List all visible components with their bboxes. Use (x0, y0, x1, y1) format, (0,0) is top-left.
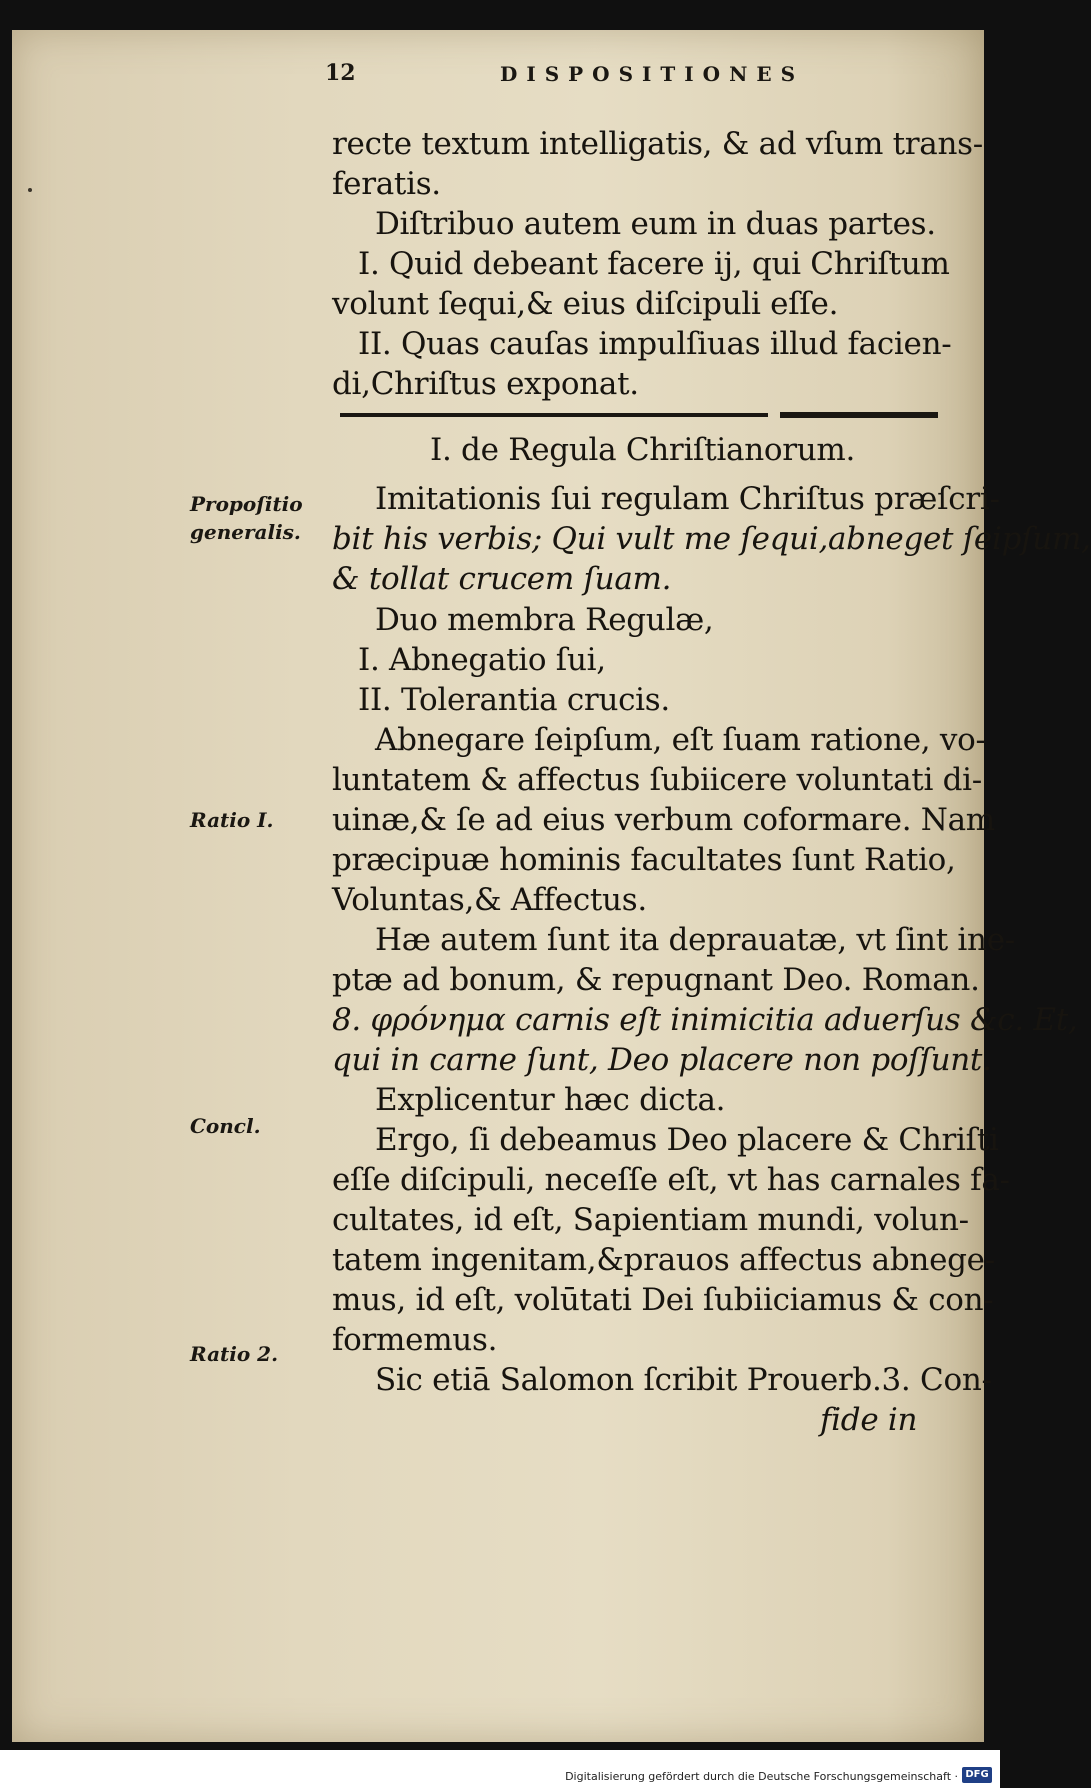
text-line: tatem ingenitam,&prauos affectus abnege- (332, 1242, 995, 1278)
footer-credit: Digitalisierung gefördert durch die Deutsche Forschungsgemeinschaft · (565, 1770, 958, 1783)
text-line: Duo membra Regulæ, (375, 602, 714, 638)
text-line: II. Quas cauſas impulſiuas illud facien- (358, 326, 952, 362)
text-line: eſſe diſcipuli, neceſſe eſt, vt has carnales fa- (332, 1162, 1010, 1198)
text-line: Voluntas,& Affectus. (332, 882, 647, 918)
text-line: qui in carne ſunt, Deo placere non poſſunt. (332, 1042, 992, 1078)
text-line: di,Chriſtus exponat. (332, 366, 639, 402)
page-header (325, 60, 957, 100)
text-line: Sic etiā Salomon ſcribit Prouerb.3. Con- (375, 1362, 992, 1398)
text-line: præcipuæ hominis facultates ſunt Ratio, (332, 842, 956, 878)
text-line: recte textum intelligatis, & ad vſum trans- (332, 126, 983, 162)
catchword: fide in (820, 1402, 918, 1438)
running-head: DISPOSITIONES (500, 62, 805, 86)
section-heading: I. de Regula Chriſtianorum. (430, 432, 856, 468)
text-line: bit his verbis; Qui vult me ſequi,abneget ſeipſum, (332, 521, 1091, 557)
text-line: Ergo, ſi debeamus Deo placere & Chriſti (375, 1122, 999, 1158)
text-line: Explicentur hæc dicta. (375, 1082, 726, 1118)
text-line: cultates, id eſt, Sapientiam mundi, volun- (332, 1202, 969, 1238)
section-rule (340, 412, 938, 420)
text-line: I. Quid debeant facere ij, qui Chriſtum (358, 246, 950, 282)
margin-note-ratio-2: Ratio 2. (190, 1342, 279, 1366)
text-line: Diſtribuo autem eum in duas partes. (375, 206, 936, 242)
margin-note-concl: Concl. (190, 1114, 261, 1138)
text-line: I. Abnegatio ſui, (358, 642, 606, 678)
text-line: feratis. (332, 166, 441, 202)
paper-speck (28, 188, 32, 192)
page-number: 12 (325, 60, 356, 86)
text-line: II. Tolerantia crucis. (358, 682, 670, 718)
text-line: luntatem & affectus ſubiicere voluntati di- (332, 762, 982, 798)
margin-note-ratio-1: Ratio I. (190, 808, 274, 832)
rule-line-right (780, 412, 938, 418)
dfg-logo: DFG (962, 1767, 992, 1783)
text-line: 8. φρόνημα carnis eſt inimicitia aduerſus &c. Et, (332, 1002, 1078, 1038)
text-line: formemus. (332, 1322, 498, 1358)
text-line: Abnegare ſeipſum, eſt ſuam ratione, vo- (375, 722, 986, 758)
text-line: uinæ,& ſe ad eius verbum coformare. Nam (332, 802, 995, 838)
rule-line-left (340, 413, 768, 417)
text-line: & tollat crucem ſuam. (332, 561, 672, 597)
text-line: ptæ ad bonum, & repugnant Deo. Roman. (332, 962, 980, 998)
text-line: Imitationis ſui regulam Chriſtus præſcri- (375, 481, 1000, 517)
text-line: mus, id eſt, volūtati Dei ſubiiciamus & con- (332, 1282, 994, 1318)
text-line: Hæ autem ſunt ita deprauatæ, vt ſint ine- (375, 922, 1015, 958)
margin-note-propositio: Propoſitio generalis. (190, 492, 303, 544)
text-line: volunt ſequi,& eius diſcipuli eſſe. (332, 286, 839, 322)
